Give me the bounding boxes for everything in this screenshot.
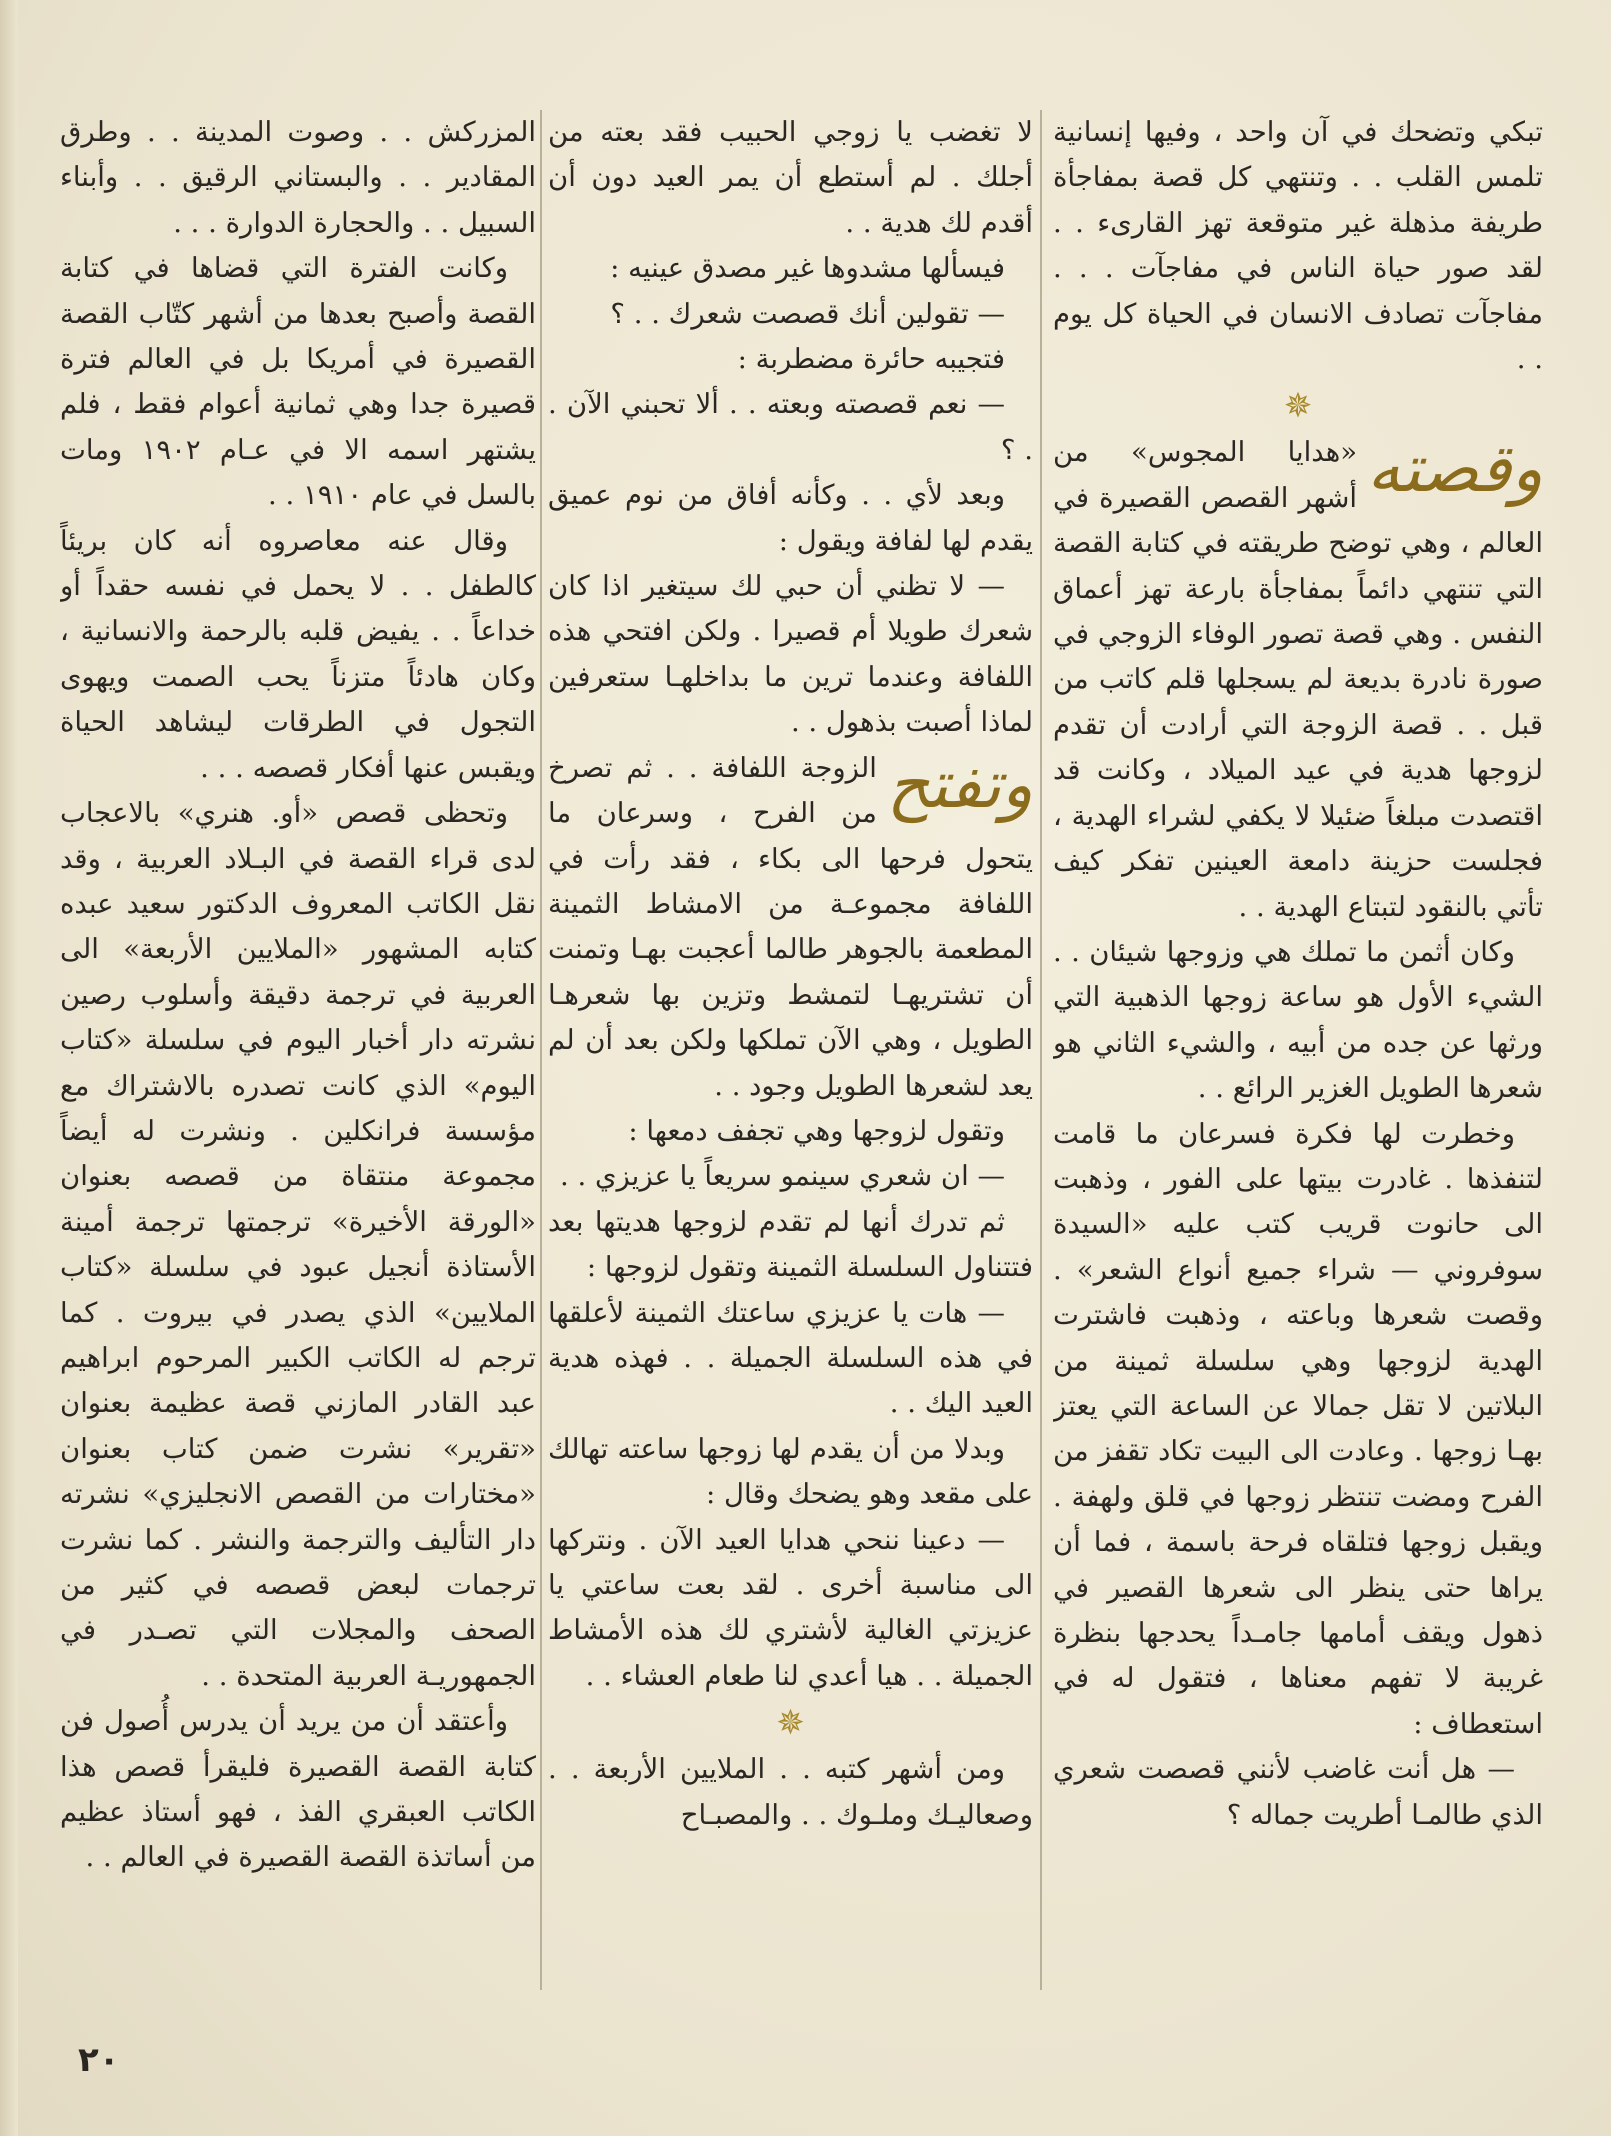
- paragraph: لا تغضب يا زوجي الحبيب فقد بعته من أجلك . لم أستطع أن يمر العيد دون أن أقدم لك هدية . .: [548, 116, 1033, 239]
- paragraph: وقال عنه معاصروه أنه كان بريئاً كالطفل . . لا يحمل في نفسه حقداً أو خداعاً . . يفيض قلبه بالرحمة والانسانية ، وكان هادئاً متزناً يحب الصمت ويهوى التجول في الطرقات ليشاهد الحياة ويقبس عنها أفكار قصصه . . .: [60, 524, 536, 784]
- paragraph: — نعم قصصته وبعته . . ألا تحبني الآن . . ؟: [548, 388, 1033, 466]
- paragraph: وبدلا من أن يقدم لها زوجها ساعته تهالك على مقعد وهو يضحك وقال :: [548, 1432, 1033, 1511]
- paragraph: — لا تظني أن حبي لك سيتغير اذا كان شعرك طويلا أم قصيرا . ولكن افتحي هذه اللفافة وعندما ترين ما بداخلهـا ستعرفين لماذا أصبت بذهول . .: [548, 570, 1033, 739]
- paragraph: وبعد لأي . . وكأنه أفاق من نوم عميق يقدم لها لفافة ويقول :: [548, 479, 1033, 557]
- paragraph: المزركش . . وصوت المدينة . . وطرق المقادير . . والبستاني الرقيق . . وأبناء السبيل . . والحجارة الدوارة . . .: [60, 116, 536, 239]
- page-binding-edge: [0, 0, 18, 2136]
- paragraph: ثم تدرك أنها لم تقدم لزوجها هديتها بعد فتتناول السلسلة الثمينة وتقول لزوجها :: [548, 1205, 1033, 1284]
- paragraph: وخطرت لها فكرة فسرعان ما قامت لتنفذها . غادرت بيتها على الفور ، وذهبت الى حانوت قريب كتب عليه «السيدة سوفروني — شراء جميع أنواع الشعر» . وقصت شعرها وباعته ، وذهبت فاشترت الهدية لزوجها وهي سلسلة ثمينة من البلاتين لا تقل جمالا عن الساعة التي يعتز بهـا زوجها . وعادت الى البيت تكاد تقفز من الفرح ومضت تنتظر زوجها في قلق ولهفة . ويقبل زوجها فتلقاه فرحة باسمة ، فما أن يراها حتى ينظر الى شعرها القصير في ذهول ويقف أمامها جامـداً يحدجها بنظرة غريبة لا تفهم معناها ، فتقول له في استعطاف :: [1053, 1117, 1543, 1740]
- dropcap-word: وقصته: [1367, 430, 1543, 508]
- paragraph: وتحظى قصص «أو. هنري» بالاعجاب لدى قراء القصة في البـلاد العربية ، وقد نقل الكاتب المعروف الدكتور سعيد عبده كتابه المشهور «الملايين الأربعة» الى العربية في ترجمة دقيقة وأسلوب رصين نشرته دار أخبار اليوم في سلسلة «كتاب اليوم» الذي كانت تصدره بالاشتراك مع مؤسسة فرانكلين . ونشرت له أيضاً مجموعة منتقاة من قصصه بعنوان «الورقة الأخيرة» ترجمتها ترجمة أمينة الأستاذة أنجيل عبود في سلسلة «كتاب الملايين» الذي يصدر في بيروت . كما ترجم له الكاتب الكبير المرحوم ابراهيم عبد القادر المازني قصة عظيمة بعنوان «تقرير» نشرت ضمن كتاب بعنوان «مختارات من القصص الانجليزي» نشرته دار التأليف والترجمة والنشر . كما نشرت ترجمات لبعض قصصه في كثير من الصحف والمجلات التي تصـدر في الجمهوريـة العربية المتحدة . .: [60, 797, 536, 1692]
- text-column-left: [60, 110, 536, 1990]
- paragraph: — دعينا ننحي هدايا العيد الآن . ونتركها الى مناسبة أخرى . لقد بعت ساعتي يا عزيزتي الغالية لأشتري لك هذه الأمشاط الجميلة . . هيا أعدي لنا طعام العشاء . .: [548, 1523, 1033, 1692]
- star-ornament-icon: ✵: [776, 1703, 805, 1744]
- paragraph: وأعتقد أن من يريد أن يدرس أُصول فن كتابة القصة القصيرة فليقرأ قصص هذا الكاتب العبقري الفذ ، فهو أستاذ عظيم من أساتذة القصة القصيرة في العالم . .: [60, 1705, 536, 1874]
- text-column-right: [1053, 110, 1543, 1990]
- paragraph: ومن أشهر كتبه . . الملايين الأربعة . . وصعاليـك وملـوك . . والمصبـاح: [548, 1753, 1033, 1831]
- paragraph: الزوجة اللفافة . . ثم تصرخ من الفرح ، وسرعان ما يتحول فرحها الى بكاء ، فقد رأت في اللفافة مجموعـة من الامشاط الثمينة المطعمة بالجوهر طالما أعجبت بهـا وتمنت أن تشتريهـا لتمشط وتزين بها شعرهـا الطويل ، وهي الآن تملكها ولكن بعد أن لم يعد لشعرها الطويل وجود . .: [548, 751, 1033, 1102]
- paragraph: تبكي وتضحك في آن واحد ، وفيها إنسانية تلمس القلب . . وتنتهي كل قصة بمفاجأة طريفة مذهلة غير متوقعة تهز القارىء . . لقد صور حياة الناس في مفاجآت . . . مفاجآت تصادف الانسان في الحياة كل يوم . .: [1053, 116, 1543, 376]
- page-number: ٢٠: [78, 2040, 120, 2080]
- dropcap-paragraph: [548, 746, 1033, 1109]
- paragraph: — هات يا عزيزي ساعتك الثمينة لأعلقها في هذه السلسلة الجميلة . . فهذه هدية العيد اليك . .: [548, 1296, 1033, 1420]
- paragraph: «هدايا المجوس» من أشهر القصص القصيرة في العالم ، وهي توضح طريقته في كتابة القصة التي تنتهي دائماً بمفاجأة بارعة تهز أعماق النفس . وهي قصة تصور الوفاء الزوجي في صورة نادرة بديعة لم يسجلها قلم كاتب من قبل . . قصة الزوجة التي أرادت أن تقدم لزوجها هدية في عيد الميلاد ، وكانت قد اقتصدت مبلغاً ضئيلا لا يكفي لشراء الهدية ، فجلست حزينة دامعة العينين تفكر كيف تأتي بالنقود لتبتاع الهدية . .: [1053, 436, 1543, 923]
- paragraph: وكانت الفترة التي قضاها في كتابة القصة وأصبح بعدها من أشهر كتّاب القصة القصيرة في أمريكا بل في العالم فترة قصيرة جدا وهي ثمانية أعوام فقط ، فلم يشتهر اسمه الا في عـام ١٩٠٢ ومات بالسل في عام ١٩١٠ . .: [60, 252, 536, 512]
- dropcap-paragraph: [1053, 430, 1543, 929]
- paragraph: — هل أنت غاضب لأنني قصصت شعري الذي طالمـا أطريت جماله ؟: [1053, 1753, 1543, 1831]
- paragraph: وكان أثمن ما تملك هي وزوجها شيئان . . الشيء الأول هو ساعة زوجها الذهبية التي ورثها عن جده من أبيه ، والشيء الثاني هو شعرها الطويل الغزير الرائع . .: [1053, 935, 1543, 1105]
- section-divider: [1053, 382, 1543, 430]
- paragraph: وتقول لزوجها وهي تجفف دمعها :: [628, 1114, 1005, 1147]
- star-ornament-icon: ✵: [1283, 386, 1313, 427]
- paragraph: — تقولين أنك قصصت شعرك . . ؟: [610, 297, 1005, 330]
- column-divider: [1040, 110, 1042, 1990]
- column-divider: [540, 110, 542, 1990]
- paragraph: — ان شعري سينمو سريعاً يا عزيزي . .: [560, 1160, 1005, 1193]
- paragraph: فيسألها مشدوها غير مصدق عينيه :: [610, 252, 1005, 285]
- paragraph: فتجيبه حائرة مضطربة :: [737, 343, 1005, 376]
- text-column-middle: [548, 110, 1033, 1990]
- section-divider: [548, 1699, 1033, 1747]
- dropcap-word: وتفتح: [886, 745, 1033, 823]
